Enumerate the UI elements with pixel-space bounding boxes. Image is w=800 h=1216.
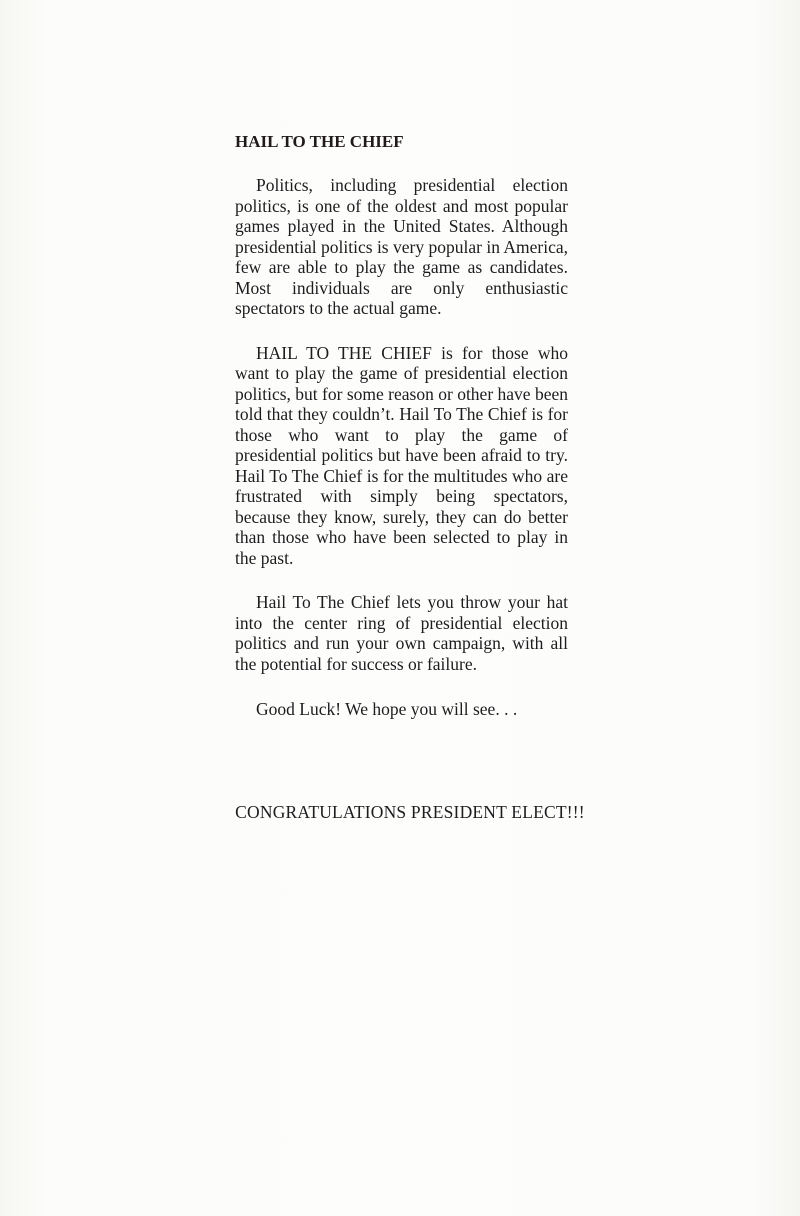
document-body: [235, 132, 568, 720]
audience-paragraph: HAIL TO THE CHIEF is for those who want to play the game of presidential election politics, but for some reason or other have been told that they couldn’t. Hail To The Chief is for those who want to play the game of presidential politics but have been afraid to try. Hail To The Chief is for the multitudes who are frustrated with simply being spectators, because they know, surely, they can do better than those who have been selected to play in the past.: [235, 342, 568, 568]
campaign-paragraph: Hail To The Chief lets you throw your hat into the center ring of presidential election politics and run your own campaign, with all the potential for success or failure.: [235, 592, 568, 674]
good-luck-line: Good Luck! We hope you will see. . .: [256, 699, 518, 719]
intro-paragraph: Politics, including presidential election politics, is one of the oldest and most popular games played in the United States. Although presidential politics is very popular in America, few are able to play the game as candidates. Most individuals are only enthusiastic spectators to the actual game.: [235, 175, 568, 318]
closing-line: CONGRATULATIONS PRESIDENT ELECT!!!: [235, 802, 585, 822]
document-title: HAIL TO THE CHIEF: [235, 132, 404, 151]
